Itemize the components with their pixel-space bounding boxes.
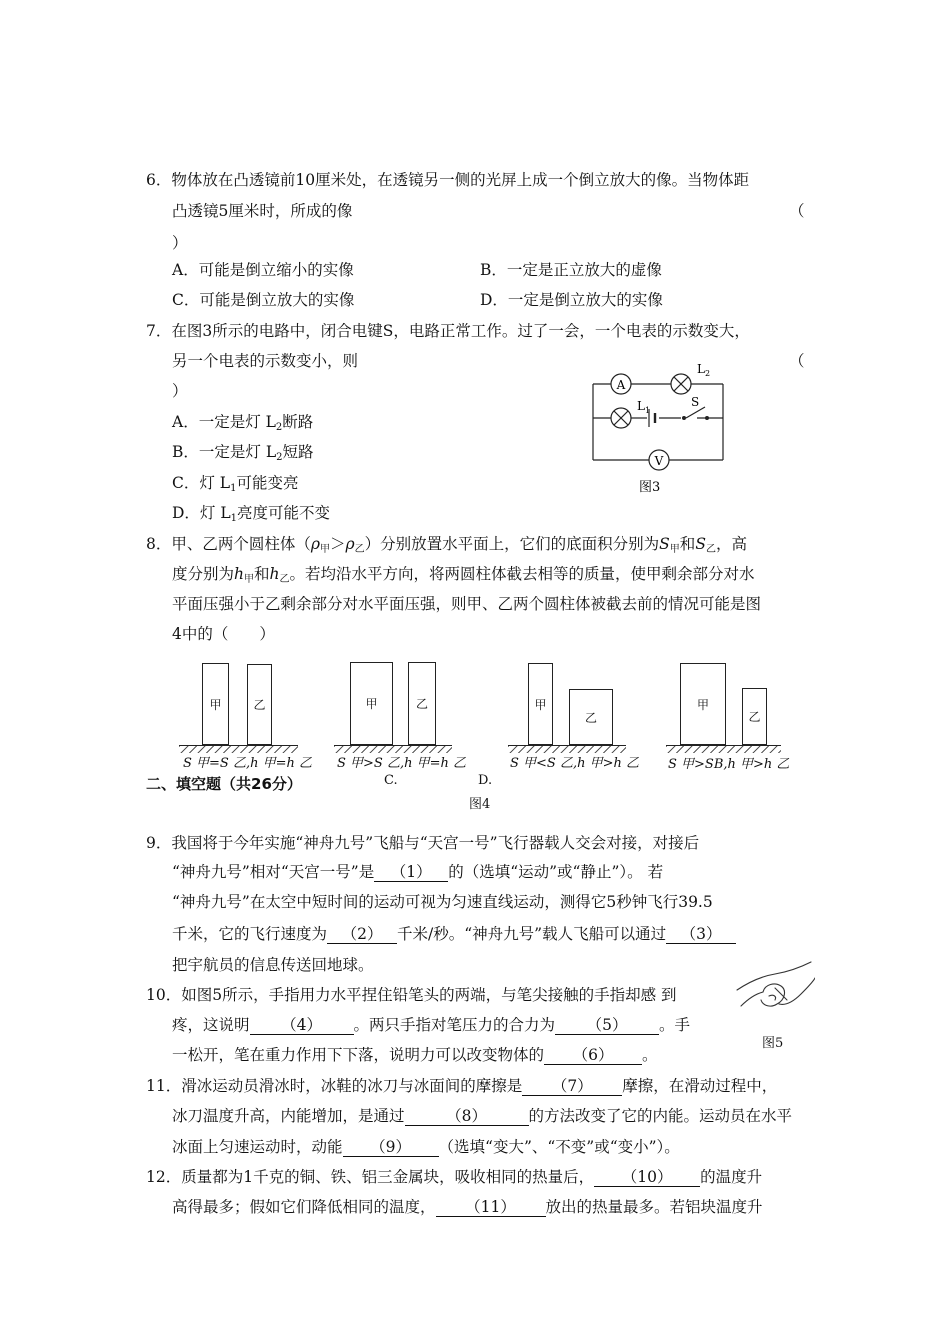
lamp1-label: $L_1$: [637, 399, 651, 415]
switch-label: S: [691, 395, 700, 409]
q7-option-b: B．一定是灯 $L_2$短路: [172, 443, 314, 463]
blank-9: （9）: [343, 1138, 439, 1157]
fig4-a-jia: 甲: [202, 663, 229, 745]
fig4-a-yi: 乙: [247, 664, 272, 745]
q9-line5: 把宇航员的信息传送回地球。: [172, 956, 374, 974]
q12-line2: 高得最多；假如它们降低相同的温度， （11） 放出的热量最多。若铝块温度升: [172, 1198, 763, 1216]
blank-3: （3）: [666, 925, 736, 944]
blank-7: （7）: [522, 1077, 622, 1096]
fig4-b-jia: 甲: [350, 662, 393, 745]
section2-heading: 二、填空题（共26分）: [146, 775, 302, 793]
q12-line1: 12．质量都为1千克的铜、铁、铝三金属块，吸收相同的热量后， （10） 的温度升: [146, 1168, 763, 1186]
q7-paren-open: （: [789, 352, 805, 370]
fig4-b-letter: C.: [384, 773, 398, 788]
q7-option-c: C．灯 $L_1$可能变亮: [172, 474, 299, 494]
figure5-caption: 图5: [762, 1036, 784, 1051]
fig4-a-condition: S 甲=S 乙,h 甲=h 乙: [183, 756, 313, 771]
q9-line3: “神舟九号”在太空中短时间的运动可视为匀速直线运动，测得它5秒钟飞行39.5: [172, 893, 713, 911]
blank-2: （2）: [327, 925, 397, 944]
q6-line2: 凸透镜5厘米时，所成的像: [172, 202, 353, 220]
figure3-caption: 图3: [639, 480, 661, 495]
q8-line4: 4中的（ ）: [172, 625, 275, 643]
fig4-d-jia: 甲: [680, 663, 726, 745]
fig4-d-ground: [666, 745, 781, 753]
q7-line1: 7．在图3所示的电路中，闭合电键S，电路正常工作。过了一会，一个电表的示数变大，: [146, 322, 750, 340]
fig4-c-letter: D.: [478, 773, 493, 788]
q11-line1: 11．滑冰运动员滑冰时，冰鞋的冰刀与冰面间的摩擦是 （7） 摩擦，在滑动过程中，: [146, 1077, 778, 1095]
q6-option-d: D．一定是倒立放大的实像: [480, 291, 663, 309]
fig4-d-condition: S 甲>SB,h 甲>h 乙: [668, 757, 790, 772]
q7-option-d: D．灯 $L_1$亮度可能不变: [172, 504, 331, 524]
blank-5: （5）: [555, 1016, 659, 1035]
q10-line2: 疼，这说明 （4） 。两只手指对笔压力的合力为 （5） 。手: [172, 1016, 691, 1034]
blank-6: （6）: [544, 1046, 642, 1065]
lamp2-label: $L_2$: [697, 362, 711, 378]
voltmeter-symbol: V: [654, 454, 664, 468]
q6-option-a: A．可能是倒立缩小的实像: [172, 261, 354, 279]
fig4-c-condition: S 甲<S 乙,h 甲>h 乙: [510, 756, 640, 771]
figure4-caption: 图4: [469, 797, 491, 812]
blank-11: （11）: [436, 1198, 546, 1217]
q8-line1: 8．甲、乙两个圆柱体$(\rho_甲>\rho_乙)$分别放置水平面上，它们的底面积分别为$S_甲$和$S_乙$，高: [146, 535, 747, 555]
switch-contact-right: [705, 416, 709, 420]
blank-10: （10）: [594, 1168, 700, 1187]
blank-8: （8）: [405, 1107, 529, 1126]
q11-line2: 冰刀温度升高，内能增加，是通过 （8） 的方法改变了它的内能。运动员在水平: [172, 1107, 793, 1125]
q11-line3: 冰面上匀速运动时，动能 （9） （选填“变大”、“不变”或“变小”）。: [172, 1138, 680, 1156]
fig4-c-yi: 乙: [569, 689, 613, 745]
q9-line4: 千米，它的飞行速度为 （2） 千米/秒。“神舟九号”载人飞船可以通过 （3）: [172, 924, 736, 944]
switch-contact-left: [682, 416, 686, 420]
q8-line2: 度分别为$h_甲$和$h_乙$。若均沿水平方向，将两圆柱体截去相等的质量，使甲剩余部分对水: [172, 565, 755, 585]
q10-line3: 一松开，笔在重力作用下下落，说明力可以改变物体的 （6） 。: [172, 1046, 658, 1064]
q10-line1: 10．如图5所示，手指用力水平捏住铅笔头的两端，与笔尖接触的手指却感 到: [146, 986, 677, 1004]
blank-4: （4）: [250, 1016, 354, 1035]
q7-option-a: A．一定是灯 $L_2$断路: [172, 413, 314, 433]
q9-line1: 9．我国将于今年实施“神舟九号”飞船与“天宫一号”飞行器载人交会对接，对接后: [146, 834, 700, 852]
q8-line3: 平面压强小于乙剩余部分对水平面压强，则甲、乙两个圆柱体被截去前的情况可能是图: [172, 595, 762, 613]
ammeter-symbol: A: [616, 378, 626, 392]
q7-line2: 另一个电表的示数变小，则: [172, 352, 359, 370]
fig4-c-jia: 甲: [528, 663, 553, 745]
q6-paren-close: ）: [172, 234, 188, 252]
fig4-b-condition: S 甲>S 乙,h 甲=h 乙: [337, 756, 467, 771]
circuit-diagram: [585, 360, 735, 500]
fig4-d-yi: 乙: [742, 688, 767, 745]
q6-option-c: C．可能是倒立放大的实像: [172, 291, 355, 309]
blank-1: （1）: [374, 863, 448, 882]
q6-option-b: B．一定是正立放大的虚像: [480, 261, 662, 279]
q9-line2: “神舟九号”相对“天宫一号”是 （1） 的（选填“运动”或“静止”）。 若: [172, 863, 664, 881]
fig4-b-yi: 乙: [408, 662, 436, 745]
q6-line1: 6．物体放在凸透镜前10厘米处，在透镜另一侧的光屏上成一个倒立放大的像。当物体距: [146, 171, 750, 189]
hand-pencil-illustration: [735, 960, 815, 1030]
q7-paren-close: ）: [172, 382, 188, 400]
q6-paren-open: （: [789, 202, 805, 220]
